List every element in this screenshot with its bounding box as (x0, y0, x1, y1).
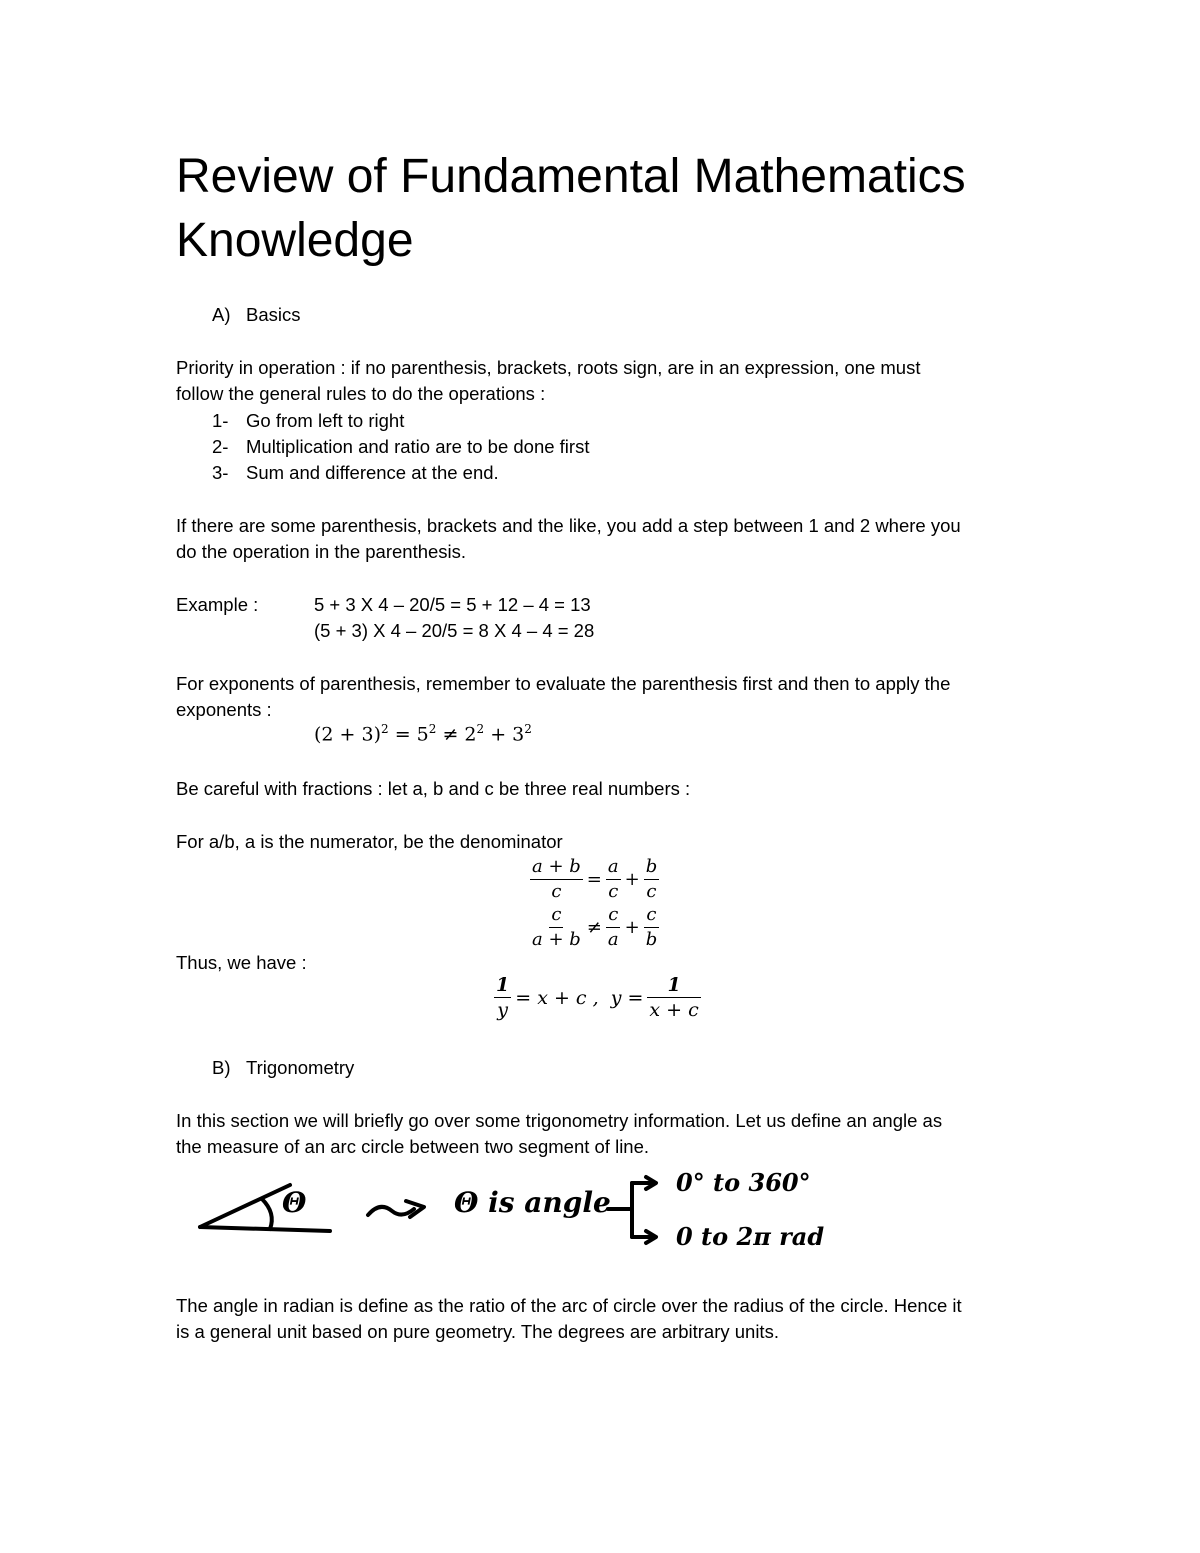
example-equation-2: (5 + 3) X 4 – 20/5 = 8 X 4 – 4 = 28 (314, 620, 595, 641)
denominator: c (551, 881, 562, 902)
numerator: c (606, 903, 620, 928)
example-equation-1: 5 + 3 X 4 – 20/5 = 5 + 12 – 4 = 13 (314, 594, 591, 615)
priority-text-line2: follow the general rules to do the operations : (176, 383, 546, 404)
fraction (644, 903, 660, 952)
example-label: Example : (176, 594, 259, 615)
exp-plus: + 3 (490, 723, 525, 746)
denominator: c (646, 881, 657, 902)
not-equal-sign: ≠ (586, 917, 602, 938)
fraction (644, 855, 660, 904)
exp-power-3: 2 (476, 722, 485, 736)
denominator: a + b (532, 929, 581, 950)
document-title-line1: Review of Fundamental Mathematics (176, 150, 966, 203)
parenthesis-text-line1: If there are some parenthesis, brackets and the like, you add a step between 1 and 2 where you (176, 515, 961, 536)
handwritten-radians: 0 to 2π rad (676, 1222, 825, 1251)
rule-text-2: Multiplication and ratio are to be done first (246, 436, 590, 457)
denominator: x + c (649, 999, 699, 1021)
exp-eq: = 5 (394, 723, 429, 746)
section-a-label: A) (212, 304, 231, 325)
exponent-equation (314, 722, 532, 745)
denominator: b (645, 929, 658, 950)
radian-text-line2: is a general unit based on pure geometry. The degrees are arbitrary units. (176, 1321, 779, 1342)
numerator: a (606, 855, 621, 880)
fraction (647, 973, 700, 1022)
plus-sign: + (624, 869, 640, 890)
equals-sign: = (586, 869, 602, 890)
rule-number-2: 2- (212, 436, 229, 457)
parenthesis-text-line2: do the operation in the parenthesis. (176, 541, 467, 562)
fraction (606, 855, 621, 904)
thus-text: Thus, we have : (176, 952, 307, 973)
rule-text-1: Go from left to right (246, 410, 405, 431)
section-a-title: Basics (246, 304, 301, 325)
denominator: c (608, 881, 619, 902)
numerator: c (549, 903, 563, 928)
numerator: b (644, 855, 660, 880)
section-b-label: B) (212, 1057, 231, 1078)
section-b-title: Trigonometry (246, 1057, 355, 1078)
rule-number-3: 3- (212, 462, 229, 483)
numerator: a + b (530, 855, 583, 880)
denominator: y (497, 999, 508, 1021)
exp-neq: ≠ 2 (442, 723, 477, 746)
equation-middle: = x + c , y = (515, 986, 644, 1009)
handwritten-degrees: 0° to 360° (676, 1168, 811, 1197)
handwritten-theta-is-angle: Θ is angle (454, 1186, 611, 1219)
denominator: a (607, 929, 619, 950)
trig-text-line1: In this section we will briefly go over some trigonometry information. Let us define an angle as (176, 1110, 943, 1131)
plus-sign: + (624, 917, 640, 938)
numerator: 1 (647, 973, 700, 998)
fraction-equation-2 (530, 903, 659, 952)
numerator: c (644, 903, 658, 928)
exponent-text-line2: exponents : (176, 699, 272, 720)
exp-lhs: (2 + 3) (314, 723, 382, 746)
numerator: 1 (496, 974, 510, 996)
fraction (530, 903, 583, 952)
fraction (606, 903, 621, 952)
trig-text-line2: the measure of an arc circle between two segment of line. (176, 1136, 650, 1157)
rule-text-3: Sum and difference at the end. (246, 462, 499, 483)
numerator-text: For a/b, a is the numerator, be the denominator (176, 831, 563, 852)
fraction-equation-1 (530, 855, 659, 904)
priority-text-line1: Priority in operation : if no parenthesis, brackets, roots sign, are in an expression, one must (176, 357, 921, 378)
fractions-text: Be careful with fractions : let a, b and c be three real numbers : (176, 778, 691, 799)
exp-power-4: 2 (524, 722, 532, 736)
exp-power-2: 2 (428, 722, 437, 736)
fraction-equation-3 (494, 973, 701, 1022)
fraction (494, 973, 511, 1022)
document-title-line2: Knowledge (176, 214, 414, 267)
rule-number-1: 1- (212, 410, 229, 431)
fraction (530, 855, 583, 904)
exp-power-1: 2 (381, 722, 389, 736)
exponent-text-line1: For exponents of parenthesis, remember to evaluate the parenthesis first and then to apply the (176, 673, 951, 694)
radian-text-line1: The angle in radian is define as the ratio of the arc of circle over the radius of the circle. Hence it (176, 1295, 962, 1316)
handwritten-theta: Θ (282, 1186, 307, 1219)
